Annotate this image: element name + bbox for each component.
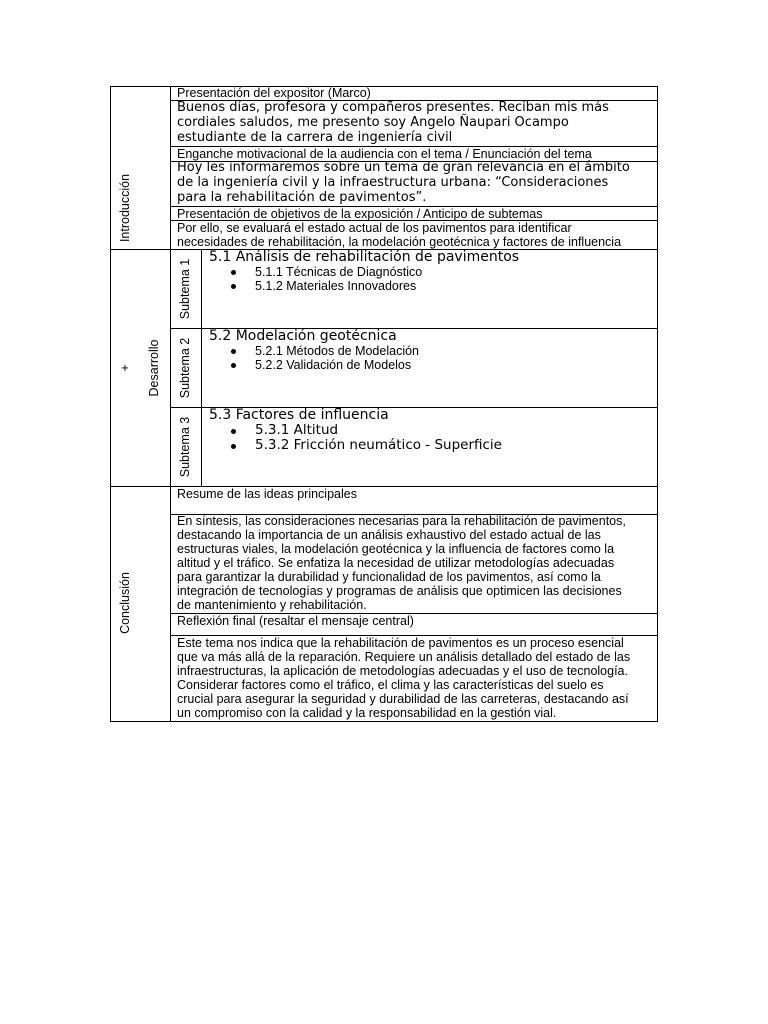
subtopic-title: 5.3 Factores de influencia [209,407,389,423]
reflection-line: Este tema nos indica que la rehabilitación de pavimentos es un proceso esencial [177,636,624,650]
objectives-line: necesidades de rehabilitación, la modelación geotécnica y factores de influencia [177,235,622,249]
bullet-dot [231,363,236,368]
subtopic-item: 5.1.2 Materiales Innovadores [255,279,417,293]
hook-line: de la ingeniería civil y la infraestructura urbana: “Consideraciones [177,175,609,190]
hook-line: para la rehabilitación de pavimentos”. [177,190,427,205]
subtopic-label-divider [201,249,202,486]
objectives-heading: Presentación de objetivos de la exposición / Anticipo de subtemas [177,207,543,221]
hook-heading: Enganche motivacional de la audiencia con el tema / Enunciación del tema [177,147,592,161]
table-border-right [657,86,658,722]
section-label-plus: + [118,364,132,372]
label-column-divider [170,86,171,722]
hook-line: Hoy les informaremos sobre un tema de gran relevancia en el ámbito [177,160,630,175]
subtopic-item: 5.3.1 Altitud [255,422,339,438]
greeting-line: Buenos días, profesora y compañeros presentes. Reciban mis más [177,100,609,115]
subtopic-label: Subtema 2 [178,337,192,399]
presenter-heading: Presentación del expositor (Marco) [177,86,371,100]
subtopic-label: Subtema 3 [178,416,192,478]
objectives-line: Por ello, se evaluará el estado actual de los pavimentos para identificar [177,221,572,235]
bullet-dot [231,270,236,275]
greeting-line: cordiales saludos, me presento soy Angelo Ñaupari Ocampo [177,115,569,130]
bullet-dot [231,444,236,449]
reflection-line: un compromiso con la calidad y la responsabilidad en la gestión vial. [177,706,557,720]
reflection-line: infraestructuras, la aplicación de metodologías adecuadas y el uso de tecnología. [177,664,628,678]
summary-line: de mantenimiento y rehabilitación. [177,598,367,612]
subtopic-title: 5.1 Análisis de rehabilitación de pavimentos [209,249,520,265]
reflection-heading: Reflexión final (resaltar el mensaje central) [177,614,414,628]
subtopic-item: 5.1.1 Técnicas de Diagnóstico [255,265,423,279]
summary-line: destacando la importancia de un análisis exhaustivo del estado actual de las [177,528,601,542]
subtopic-item: 5.2.2 Validación de Modelos [255,358,412,372]
summary-line: integración de tecnologías y programas de análisis que optimicen las decisiones [177,584,622,598]
bullet-dot [231,429,236,434]
subtopic-item: 5.3.2 Fricción neumático - Superficie [255,437,502,453]
section-label-intro: Introducción [118,173,132,243]
summary-line: En síntesis, las consideraciones necesarias para la rehabilitación de pavimentos, [177,514,626,528]
table-border-left [110,86,111,722]
summary-line: para garantizar la durabilidad y funcionalidad de los pavimentos, así como la [177,570,601,584]
table-border-bottom [110,721,658,722]
reflection-line: crucial para asegurar la seguridad y durabilidad de las carreteras, destacando así [177,692,629,706]
summary-line: altitud y el tráfico. Se enfatiza la necesidad de utilizar metodologías adecuadas [177,556,615,570]
reflection-line: Considerar factores como el tráfico, el clima y las características del suelo es [177,678,604,692]
bullet-dot [231,349,236,354]
section-label-conclusion: Conclusión [118,572,132,634]
subtopic-title: 5.2 Modelación geotécnica [209,328,397,344]
greeting-line: estudiante de la carrera de ingeniería civil [177,130,453,145]
subtopic-label: Subtema 1 [178,258,192,320]
bullet-dot [231,284,236,289]
summary-heading: Resume de las ideas principales [177,487,357,501]
summary-line: estructuras viales, la modelación geotécnica y la influencia de factores como la [177,542,615,556]
section-label-desarrollo: Desarrollo [147,339,161,397]
reflection-line: que va más allá de la reparación. Requiere un análisis detallado del estado de las [177,650,631,664]
subtopic-item: 5.2.1 Métodos de Modelación [255,344,419,358]
